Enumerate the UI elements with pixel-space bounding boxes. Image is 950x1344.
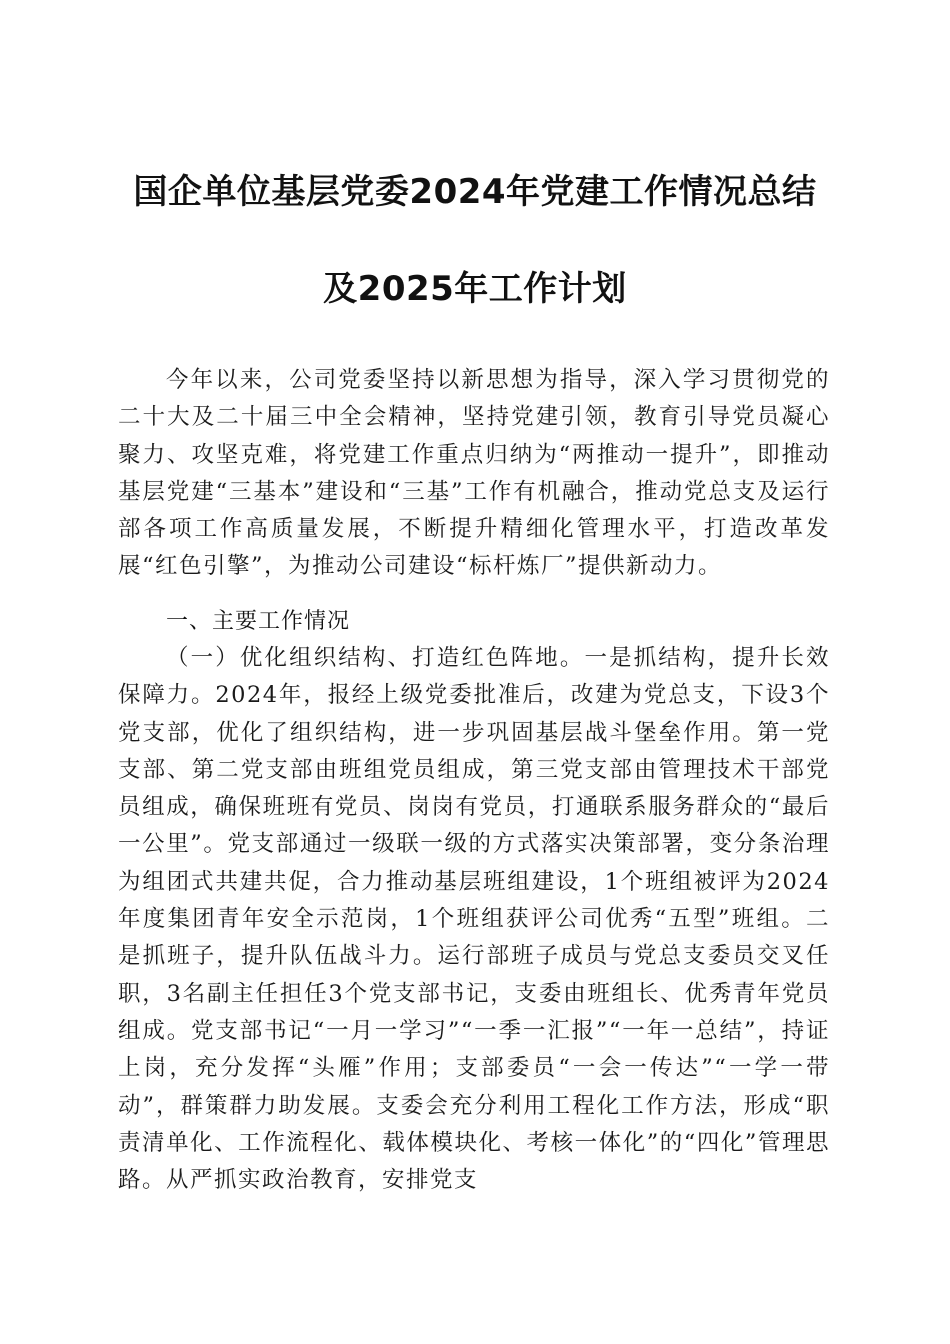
document-title-line-2: 及2025年工作计划	[323, 269, 627, 309]
section-heading: 一、主要工作情况	[166, 609, 351, 634]
document-title-line-1: 国企单位基层党委2024年党建工作情况总结	[133, 172, 817, 212]
section-paragraph: （一）优化组织结构、打造红色阵地。一是抓结构，提升长效保障力。2024年，报经上级党委批准后，改建为党总支，下设3个党支部，优化了组织结构，进一步巩固基层战斗堡垒作用。第一党支部、第二党支部由班组党员组成，第三党支部由管理技术干部党员组成，确保班班有党员、岗岗有党员，打通联系服务群众的“最后一公里”。党支部通过一级联一级的方式落实决策部署，变分条治理为组团式共建共促，合力推动基层班组建设，1个班组被评为2024年度集团青年安全示范岗，1个班组获评公司优秀“五型”班组。二是抓班子，提升队伍战斗力。运行部班子成员与党总支委员交叉任职，3名副主任担任3个党支部书记，支委由班组长、优秀青年党员组成。党支部书记“一月一学习”“一季一汇报”“一年一总结”，持证上岗，充分发挥“头雁”作用；支部委员“一会一传达”“一学一带动”，群策群力助发展。支委会充分利用工程化工作方法，形成“职责清单化、工作流程化、载体模块化、考核一体化”的“四化”管理思路。从严抓实政治教育，安排党支	[118, 645, 830, 1194]
intro-paragraph: 今年以来，公司党委坚持以新思想为指导，深入学习贯彻党的二十大及二十届三中全会精神，坚持党建引领，教育引导党员凝心聚力、攻坚克难，将党建工作重点归纳为“两推动一提升”，即推动基层党建“三基本”建设和“三基”工作有机融合，推动党总支及运行部各项工作高质量发展，不断提升精细化管理水平，打造改革发展“红色引擎”，为推动公司建设“标杆炼厂”提供新动力。	[118, 367, 830, 580]
